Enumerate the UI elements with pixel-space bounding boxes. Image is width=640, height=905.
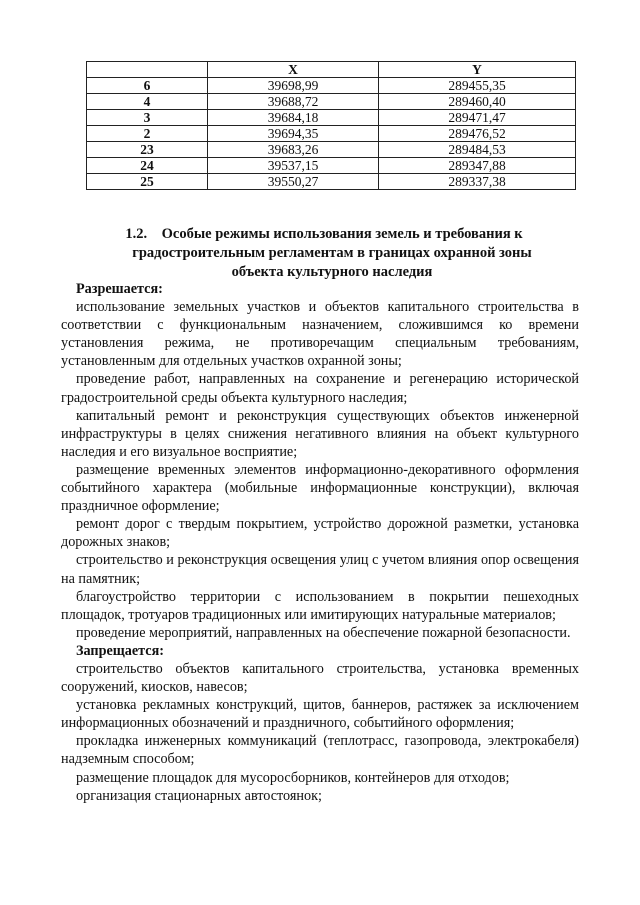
prohibited-heading: Запрещается: [76, 642, 164, 659]
regulations-body [61, 280, 579, 805]
table-row [87, 78, 576, 94]
table-row [87, 126, 576, 142]
point-number: 24 [87, 158, 208, 174]
point-number: 6 [87, 78, 208, 94]
header-cell-point [87, 62, 208, 78]
table-header-row [87, 62, 576, 78]
section-title-line-3: объекта культурного наследия [231, 264, 433, 280]
allowed-item: проведение работ, направленных на сохранение и регенерацию исторической градостроительной среды объекта культурного наследия; [61, 371, 579, 406]
table-row [87, 110, 576, 126]
x-value: 39550,27 [208, 174, 379, 190]
allowed-item: ремонт дорог с твердым покрытием, устройство дорожной разметки, установка дорожных знаков; [61, 516, 579, 551]
y-value: 289455,35 [379, 78, 576, 94]
x-value: 39688,72 [208, 94, 379, 110]
table-row [87, 142, 576, 158]
coordinates-table [86, 61, 576, 190]
point-number: 2 [87, 126, 208, 142]
y-value: 289471,47 [379, 110, 576, 126]
y-value: 289460,40 [379, 94, 576, 110]
section-heading [0, 225, 640, 282]
section-title-part-1: Особые режимы использования земель и требования к [161, 226, 523, 242]
allowed-item: проведение мероприятий, направленных на обеспечение пожарной безопасности. [76, 624, 571, 641]
x-value: 39684,18 [208, 110, 379, 126]
section-title-line-1 [0, 225, 640, 244]
allowed-item: размещение временных элементов информационно-декоративного оформления событийного характера (мобильные информационные конструкции), включая праздничное оформление; [61, 461, 579, 515]
x-value: 39683,26 [208, 142, 379, 158]
point-number: 23 [87, 142, 208, 158]
section-number: 1.2. [125, 226, 148, 242]
x-value: 39694,35 [208, 126, 379, 142]
prohibited-item: установка рекламных конструкций, щитов, баннеров, растяжек за исключением информационных обозначений и праздничного, событийного оформления; [61, 697, 579, 732]
prohibited-item: размещение площадок для мусоросборников, контейнеров для отходов; [76, 769, 510, 786]
point-number: 4 [87, 94, 208, 110]
y-value: 289484,53 [379, 142, 576, 158]
x-value: 39698,99 [208, 78, 379, 94]
allowed-item: благоустройство территории с использованием в покрытии пешеходных площадок, тротуаров традиционных или имитирующих натуральные материалов; [61, 588, 579, 623]
prohibited-item: организация стационарных автостоянок; [76, 787, 322, 804]
prohibited-item: прокладка инженерных коммуникаций (теплотрасс, газопровода, электрокабеля) надземным способом; [61, 733, 579, 768]
y-value: 289347,88 [379, 158, 576, 174]
y-value: 289476,52 [379, 126, 576, 142]
allowed-item: капитальный ремонт и реконструкция существующих объектов инженерной инфраструктуры в целях снижения негативного влияния на объект культурного наследия и его визуальное восприятие; [61, 407, 579, 460]
prohibited-item: строительство объектов капитального строительства, установка временных сооружений, киосков, навесов; [61, 660, 579, 696]
point-number: 3 [87, 110, 208, 126]
allowed-heading: Разрешается: [76, 281, 163, 297]
allowed-item: строительство и реконструкция освещения улиц с учетом влияния опор освещения на памятник; [61, 552, 579, 587]
table-row [87, 174, 576, 190]
x-value: 39537,15 [208, 158, 379, 174]
allowed-item: использование земельных участков и объектов капитального строительства в соответствии с функциональным назначением, сложившимся ко времени установления режима, не противоречащим специальным требованиям, установленным для отдельных участков охранной зоны; [61, 299, 579, 370]
table-row [87, 158, 576, 174]
section-title-line-2: градостроительным регламентам в границах охранной зоны [132, 245, 532, 261]
header-cell-y: Y [379, 62, 576, 78]
header-cell-x: X [208, 62, 379, 78]
y-value: 289337,38 [379, 174, 576, 190]
point-number: 25 [87, 174, 208, 190]
table-row [87, 94, 576, 110]
